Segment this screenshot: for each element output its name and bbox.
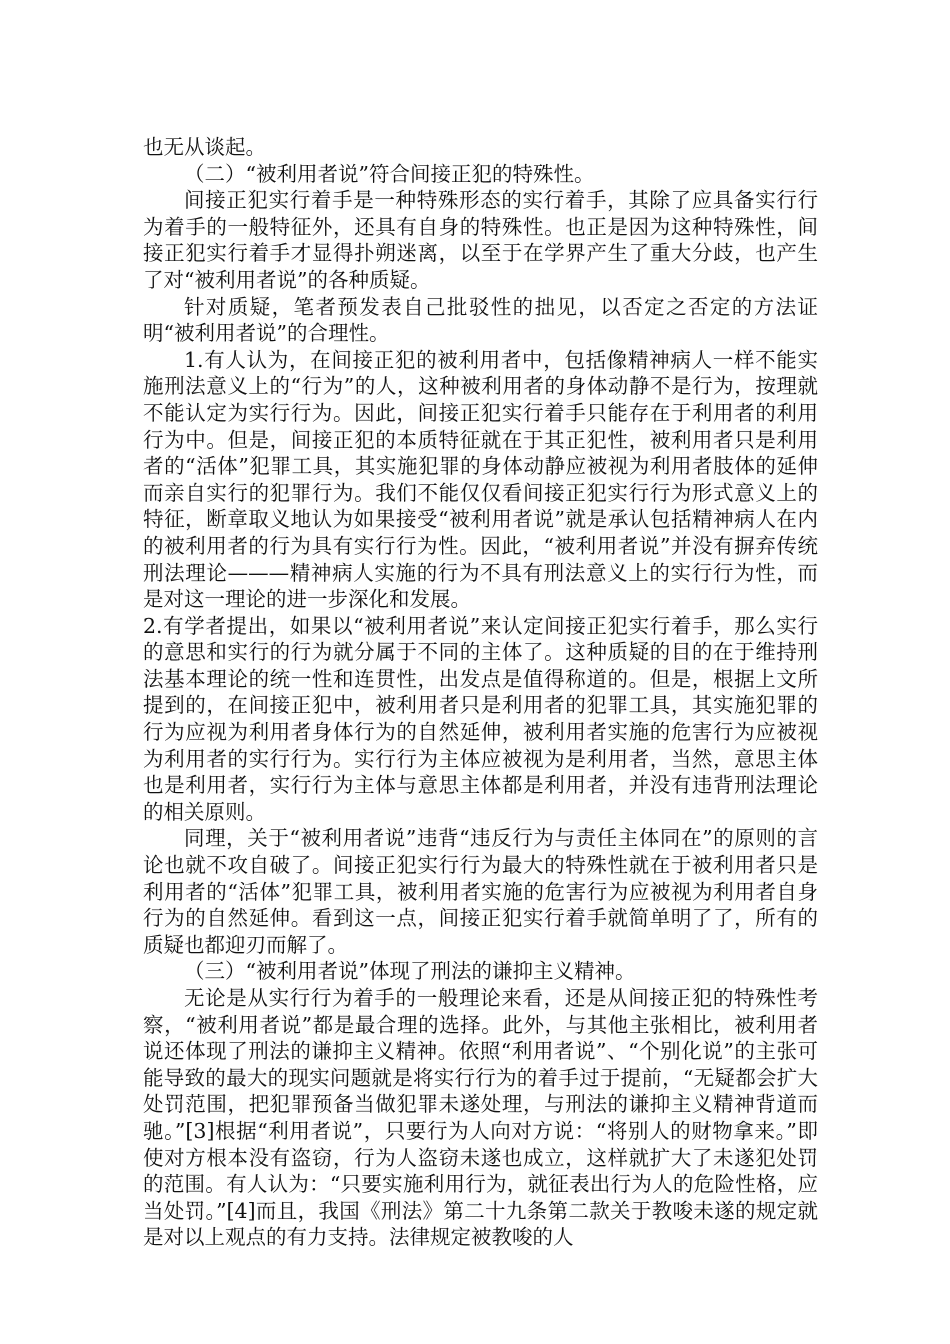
paragraph: 同理，关于“被利用者说”违背“违反行为与责任主体同在”的原则的言论也就不攻自破了。间接正犯实行行为最大的特殊性就在于被利用者只是利用者的“活体”犯罪工具，被利用者实施的危害行为应被视为利用者自身行为的自然延伸。看到这一点，间接正犯实行着手就简单明了了，所有的质疑也都迎刃而解了。 [143, 826, 818, 957]
paragraph-point-2: 2.有学者提出，如果以“被利用者说”来认定间接正犯实行着手，那么实行的意思和实行的行为就分属于不同的主体了。这种质疑的目的在于维持刑法基本理论的统一性和连贯性，出发点是值得称道的。但是，根据上文所提到的，在间接正犯中，被利用者只是利用者的犯罪工具，其实施犯罪的行为应视为利用者身体行为的自然延伸，被利用者实施的危害行为应被视为利用者的实行行为。实行行为主体应被视为是利用者，当然，意思主体也是利用者，实行行为主体与意思主体都是利用者，并没有违背刑法理论的相关原则。 [143, 613, 818, 824]
section-heading-3: （三）“被利用者说”体现了刑法的谦抑主义精神。 [184, 959, 636, 984]
paragraph-continuation: 也无从谈起。 [143, 135, 266, 159]
paragraph: 针对质疑，笔者预发表自己批驳性的拙见，以否定之否定的方法证明“被利用者说”的合理性。 [143, 294, 818, 346]
paragraph: 无论是从实行行为着手的一般理论来看，还是从间接正犯的特殊性考察，“被利用者说”都是最合理的选择。此外，与其他主张相比，被利用者说还体现了刑法的谦抑主义精神。依照“利用者说”、“个别化说”的主张可能导致的最大的现实问题就是将实行行为的着手过于提前，“无疑都会扩大处罚范围，把犯罪预备当做犯罪未遂处理，与刑法的谦抑主义精神背道而驰。”[3]根据“利用者说”，只要行为人向对方说：“将别人的财物拿来。”即使对方根本没有盗窃，行为人盗窃未遂也成立，这样就扩大了未遂犯处罚的范围。有人认为：“只要实施利用行为，就征表出行为人的危险性格，应当处罚。”[4]而且，我国《刑法》第二十九条第二款关于教唆未遂的规定就是对以上观点的有力支持。法律规定被教唆的人 [143, 986, 818, 1250]
paragraph-point-1: 1.有人认为，在间接正犯的被利用者中，包括像精神病人一样不能实施刑法意义上的“行为”的人，这种被利用者的身体动静不是行为，按理就不能认定为实行行为。因此，间接正犯实行着手只能存在于利用者的利用行为中。但是，间接正犯的本质特征就在于其正犯性，被利用者只是利用者的“活体”犯罪工具，其实施犯罪的身体动静应被视为利用者肢体的延伸而亲自实行的犯罪行为。我们不能仅仅看间接正犯实行行为形式意义上的特征，断章取义地认为如果接受“被利用者说”就是承认包括精神病人在内的被利用者的行为具有实行行为性。因此，“被利用者说”并没有摒弃传统刑法理论———精神病人实施的行为不具有刑法意义上的实行行为性，而是对这一理论的进一步深化和发展。 [143, 347, 818, 612]
body-text [143, 134, 818, 1251]
paragraph: 间接正犯实行着手是一种特殊形态的实行着手，其除了应具备实行行为着手的一般特征外，还具有自身的特殊性。也正是因为这种特殊性，间接正犯实行着手才显得扑朔迷离，以至于在学界产生了重大分歧，也产生了对“被利用者说”的各种质疑。 [143, 188, 818, 292]
section-heading-2: （二）“被利用者说”符合间接正犯的特殊性。 [184, 161, 595, 186]
